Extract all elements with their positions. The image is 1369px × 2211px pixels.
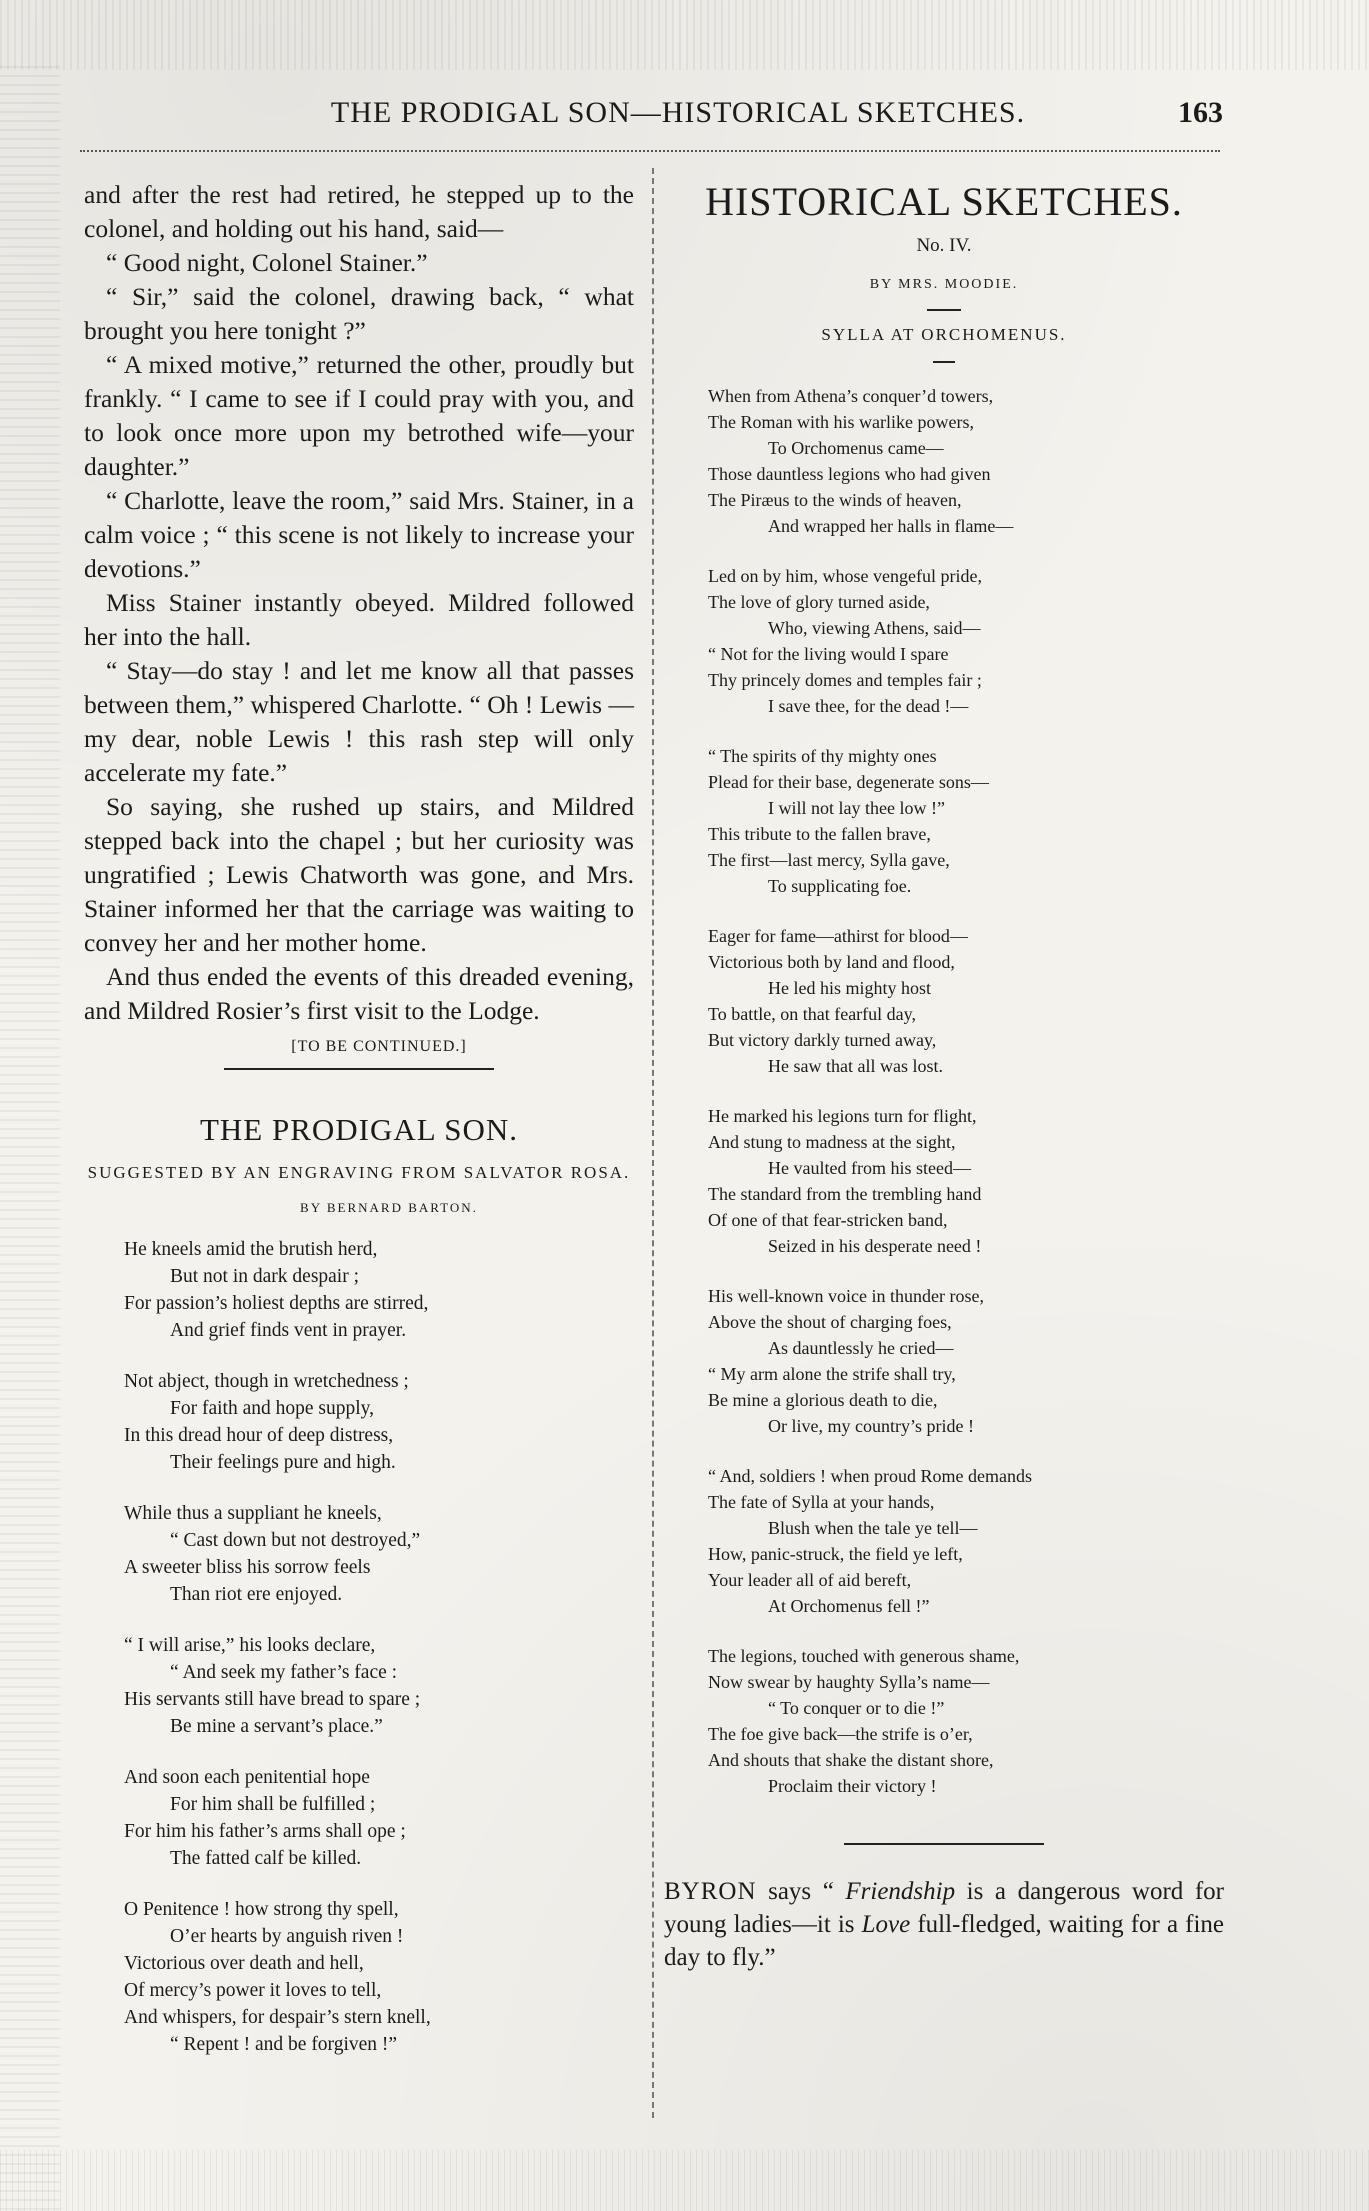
stanza [124, 1764, 634, 1872]
paragraph: Miss Stainer instantly obeyed. Mildred followed her into the hall. [84, 588, 634, 651]
verse-line: For him his father’s arms shall ope ; [124, 1821, 406, 1842]
verse-line: “ The spirits of thy mighty ones [708, 746, 937, 766]
verse-line: Not abject, though in wretchedness ; [124, 1371, 409, 1392]
stanza [708, 383, 1224, 539]
paragraph: “ Good night, Colonel Stainer.” [106, 248, 428, 277]
stanza [124, 1896, 634, 2058]
verse-line: The fatted calf be killed. [170, 1848, 362, 1869]
stanza [124, 1236, 634, 1344]
verse-line: The standard from the trembling hand [708, 1184, 982, 1204]
verse-line: He saw that all was lost. [768, 1056, 943, 1076]
anecdote-emphasis: Friendship [845, 1878, 956, 1905]
verse-line: How, panic-struck, the field ye left, [708, 1544, 963, 1564]
right-column [664, 168, 1224, 1974]
left-column [84, 178, 634, 2058]
verse-line: Who, viewing Athens, said— [768, 618, 981, 638]
verse-line: Victorious over death and hell, [124, 1953, 364, 1974]
poem-verse [124, 1236, 634, 2058]
stanza [708, 1283, 1224, 1439]
verse-line: And soon each penitential hope [124, 1767, 370, 1788]
verse-line: Plead for their base, degenerate sons— [708, 772, 989, 792]
verse-line: This tribute to the fallen brave, [708, 824, 931, 844]
verse-line: “ Cast down but not destroyed,” [170, 1530, 421, 1551]
verse-line: As dauntlessly he cried— [768, 1338, 954, 1358]
verse-line: I will not lay thee low !” [768, 798, 945, 818]
verse-line: His servants still have bread to spare ; [124, 1689, 421, 1710]
verse-line: O’er hearts by anguish riven ! [170, 1926, 404, 1947]
section-rule [224, 1068, 494, 1070]
verse-line: Than riot ere enjoyed. [170, 1584, 343, 1605]
paragraph: So saying, she rushed up stairs, and Mildred stepped back into the chapel ; but her curiosity was ungratified ; Lewis Chatworth was gone, and Mrs. Stainer informed her that the carriage was waiting to convey her and her mother home. [84, 792, 634, 957]
verse-line: O Penitence ! how strong thy spell, [124, 1899, 399, 1920]
verse-line: While thus a suppliant he kneels, [124, 1503, 382, 1524]
small-rule [933, 361, 955, 363]
verse-line: The first—last mercy, Sylla gave, [708, 850, 950, 870]
anecdote [664, 1875, 1224, 1974]
verse-line: “ And, soldiers ! when proud Rome demands [708, 1466, 1032, 1486]
verse-line: In this dread hour of deep distress, [124, 1425, 394, 1446]
poem-title: THE PRODIGAL SON. [199, 1112, 519, 1147]
verse-line: Thy princely domes and temples fair ; [708, 670, 982, 690]
scan-noise-top [0, 0, 1369, 70]
anecdote-text: full-fledged, waiting for a fine day to fly.” [664, 1911, 1224, 1971]
paragraph: and after the rest had retired, he stepped up to the colonel, and holding out his hand, said— [84, 180, 634, 243]
stanza [708, 923, 1224, 1079]
verse-line: Seized in his desperate need ! [768, 1236, 982, 1256]
scan-noise-left [0, 60, 60, 2210]
verse-line: Now swear by haughty Sylla’s name— [708, 1672, 990, 1692]
anecdote-lead: BYRON [664, 1878, 757, 1905]
verse-line: He marked his legions turn for flight, [708, 1106, 977, 1126]
verse-line: Of one of that fear-stricken band, [708, 1210, 948, 1230]
anecdote-emphasis: Love [861, 1911, 911, 1938]
poem-verse [708, 383, 1224, 1799]
page-number: 163 [1178, 96, 1223, 129]
header-rule [80, 150, 1220, 152]
verse-line: He vaulted from his steed— [768, 1158, 971, 1178]
verse-line: Those dauntless legions who had given [708, 464, 991, 484]
verse-line: I save thee, for the dead !— [768, 696, 969, 716]
stanza [124, 1500, 634, 1608]
paragraph: And thus ended the events of this dreaded evening, and Mildred Rosier’s first visit to the Lodge. [84, 962, 634, 1025]
verse-line: “ I will arise,” his looks declare, [124, 1635, 376, 1656]
verse-line: A sweeter bliss his sorrow feels [124, 1557, 371, 1578]
verse-line: The Roman with his warlike powers, [708, 412, 974, 432]
verse-line: Led on by him, whose vengeful pride, [708, 566, 982, 586]
verse-line: To battle, on that fearful day, [708, 1004, 916, 1024]
verse-line: Victorious both by land and flood, [708, 952, 955, 972]
verse-line: “ Not for the living would I spare [708, 644, 949, 664]
verse-line: Be mine a servant’s place.” [170, 1716, 383, 1737]
verse-line: Eager for fame—athirst for blood— [708, 926, 968, 946]
verse-line: At Orchomenus fell !” [768, 1596, 930, 1616]
verse-line: Be mine a glorious death to die, [708, 1390, 938, 1410]
stanza [708, 1643, 1224, 1799]
verse-line: Their feelings pure and high. [170, 1452, 396, 1473]
verse-line: Or live, my country’s pride ! [768, 1416, 974, 1436]
scan-noise-bottom [0, 2150, 1369, 2211]
verse-line: The Piræus to the winds of heaven, [708, 490, 962, 510]
poem-byline: BY BERNARD BARTON. [300, 1200, 478, 1215]
verse-line: Above the shout of charging foes, [708, 1312, 952, 1332]
verse-line: But victory darkly turned away, [708, 1030, 937, 1050]
section-number: No. IV. [916, 235, 972, 256]
poem-title: SYLLA AT ORCHOMENUS. [821, 325, 1067, 344]
verse-line: He kneels amid the brutish herd, [124, 1239, 378, 1260]
verse-line: For him shall be fulfilled ; [170, 1794, 376, 1815]
small-rule [927, 309, 961, 311]
paragraph: “ A mixed motive,” returned the other, proudly but frankly. “ I came to see if I could pray with you, and to look once more upon my betrothed wife—your daughter.” [84, 350, 634, 481]
section-byline: BY MRS. MOODIE. [869, 277, 1019, 292]
verse-line: When from Athena’s conquer’d towers, [708, 386, 994, 406]
verse-line: And grief finds vent in prayer. [170, 1320, 407, 1341]
verse-line: For faith and hope supply, [170, 1398, 374, 1419]
verse-line: “ To conquer or to die !” [768, 1698, 945, 1718]
stanza [708, 743, 1224, 899]
stanza [708, 1463, 1224, 1619]
section-rule [844, 1843, 1044, 1845]
stanza [708, 1103, 1224, 1259]
verse-line: The foe give back—the strife is o’er, [708, 1724, 973, 1744]
verse-line: Blush when the tale ye tell— [768, 1518, 978, 1538]
paragraph: “ Charlotte, leave the room,” said Mrs. Stainer, in a calm voice ; “ this scene is not likely to increase your devotions.” [84, 486, 634, 583]
verse-line: For passion’s holiest depths are stirred, [124, 1293, 429, 1314]
verse-line: To supplicating foe. [768, 876, 912, 896]
stanza [708, 563, 1224, 719]
verse-line: And shouts that shake the distant shore, [708, 1750, 994, 1770]
verse-line: Proclaim their victory ! [768, 1776, 937, 1796]
verse-line: The fate of Sylla at your hands, [708, 1492, 935, 1512]
verse-line: His well-known voice in thunder rose, [708, 1286, 984, 1306]
anecdote-text: is a dangerous word for young ladies—it is [664, 1878, 1224, 1938]
story-continuation [84, 178, 634, 1028]
column-divider [652, 168, 654, 2118]
running-head: THE PRODIGAL SON—HISTORICAL SKETCHES. [330, 96, 1026, 129]
paragraph: “ Sir,” said the colonel, drawing back, “ what brought you here tonight ?” [84, 282, 634, 345]
stanza [124, 1368, 634, 1476]
verse-line: Of mercy’s power it loves to tell, [124, 1980, 382, 2001]
verse-line: “ Repent ! and be forgiven !” [170, 2034, 398, 2055]
stanza [124, 1632, 634, 1740]
verse-line: To Orchomenus came— [768, 438, 944, 458]
paragraph: “ Stay—do stay ! and let me know all that passes between them,” whispered Charlotte. “ Oh ! Lewis —my dear, noble Lewis ! this rash step will only accelerate my fate.” [84, 656, 634, 787]
verse-line: But not in dark despair ; [170, 1266, 360, 1287]
verse-line: And whispers, for despair’s stern knell, [124, 2007, 431, 2028]
verse-line: And stung to madness at the sight, [708, 1132, 956, 1152]
verse-line: Your leader all of aid bereft, [708, 1570, 912, 1590]
anecdote-text: says “ [756, 1878, 846, 1905]
section-title: HISTORICAL SKETCHES. [705, 179, 1183, 224]
verse-line: He led his mighty host [768, 978, 931, 998]
verse-line: The love of glory turned aside, [708, 592, 930, 612]
verse-line: “ My arm alone the strife shall try, [708, 1364, 956, 1384]
verse-line: “ And seek my father’s face : [170, 1662, 398, 1683]
poem-subtitle: SUGGESTED BY AN ENGRAVING FROM SALVATOR ROSA. [87, 1163, 631, 1182]
verse-line: The legions, touched with generous shame, [708, 1646, 1020, 1666]
to-be-continued: [TO BE CONTINUED.] [291, 1038, 467, 1055]
verse-line: And wrapped her halls in flame— [768, 516, 1014, 536]
